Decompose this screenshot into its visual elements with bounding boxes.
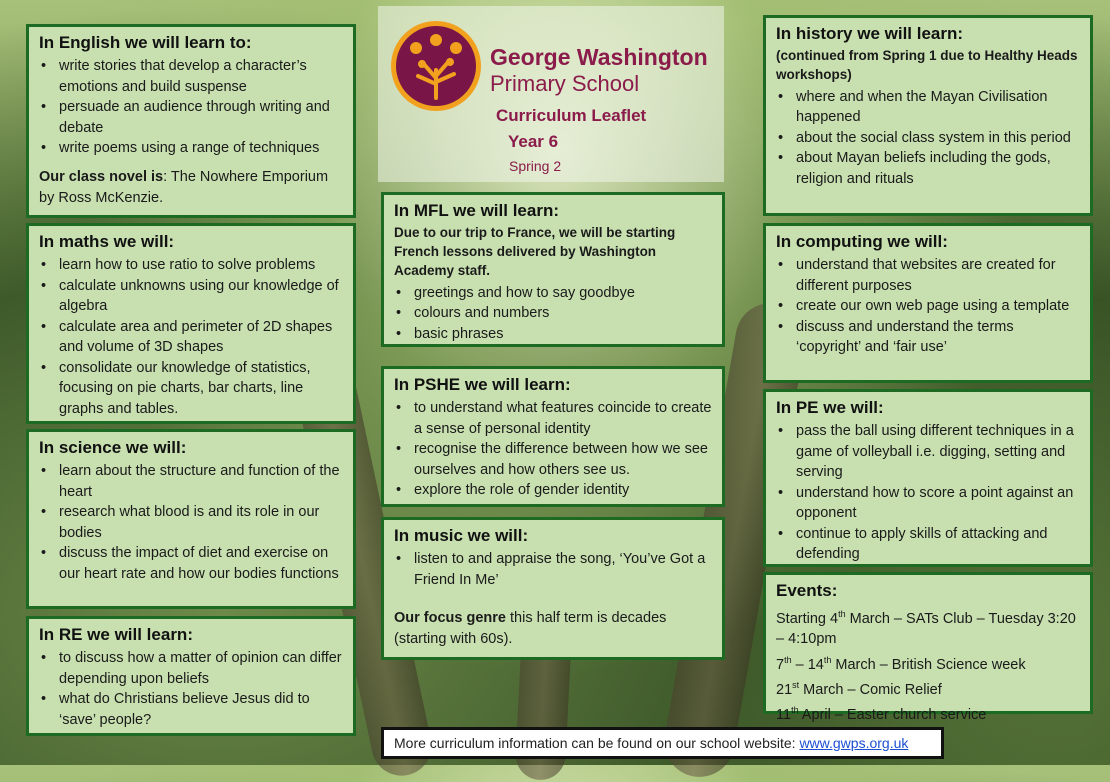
event-text: – 14	[791, 656, 824, 673]
list-item: • greetings and how to say goodbye	[414, 283, 712, 304]
class-novel-text: : The Nowhere Emporium by Ross McKenzie.	[39, 168, 329, 206]
class-novel	[39, 167, 343, 209]
list-item: • discuss and understand the terms ‘copyright’ and ‘fair use’	[796, 317, 1080, 358]
list-item: • continue to apply skills of attacking and defending	[796, 524, 1080, 565]
event-item	[776, 604, 1080, 650]
school-name-line1: George Washington	[490, 44, 708, 70]
list-item: • understand that websites are created for different purposes	[796, 255, 1080, 296]
music-title: In music we will:	[394, 526, 529, 545]
list-item: • basic phrases	[414, 324, 712, 345]
event-text: 21	[776, 681, 793, 698]
list-item: • write stories that develop a character’s emotions and build suspense	[59, 56, 343, 97]
list-item: • create our own web page using a template	[796, 296, 1080, 317]
event-text: March – SATs Club – Tuesday 3:20 – 4:10pm	[776, 610, 1076, 648]
english-panel	[26, 24, 356, 218]
school-name-line2: Primary School	[490, 71, 640, 96]
event-sup: st	[792, 680, 800, 691]
history-list	[776, 87, 1080, 190]
pshe-panel	[381, 366, 725, 507]
school-name	[490, 44, 708, 97]
class-novel-label: Our class novel is	[39, 168, 164, 185]
re-panel	[26, 616, 356, 736]
list-item: • what do Christians believe Jesus did to ‘save’ people?	[59, 689, 343, 730]
science-list	[39, 461, 343, 584]
list-item: • discuss the impact of diet and exercise on our heart rate and how our bodies functions	[59, 543, 343, 584]
list-item: • learn about the structure and function of the heart	[59, 461, 343, 502]
list-item: • calculate area and perimeter of 2D shapes and volume of 3D shapes	[59, 317, 343, 358]
list-item: • to understand what features coincide to create a sense of personal identity	[414, 398, 712, 439]
re-list	[39, 648, 343, 730]
event-text: Starting 4	[776, 610, 839, 627]
event-text: March – British Science week	[831, 656, 1026, 673]
computing-panel	[763, 223, 1093, 383]
english-list	[39, 56, 343, 159]
event-sup: th	[791, 705, 799, 716]
event-text: 11	[776, 707, 792, 724]
focus-genre-text: this half term is decades (starting with 60s).	[394, 610, 667, 647]
list-item: • learn how to use ratio to solve problems	[59, 255, 343, 276]
events-panel	[763, 572, 1093, 724]
history-panel	[763, 15, 1093, 216]
history-subtitle: (continued from Spring 1 due to Healthy Heads workshops)	[776, 48, 1078, 82]
footer-banner	[381, 727, 944, 759]
focus-genre-label: Our focus genre	[394, 610, 506, 626]
event-sup: th	[838, 609, 846, 619]
year-label: Year 6	[508, 132, 559, 151]
event-text: 7	[776, 656, 785, 673]
leaflet-title: Curriculum Leaflet	[496, 106, 647, 125]
mfl-title: In MFL we will learn:	[394, 201, 559, 220]
music-panel	[381, 517, 725, 660]
mfl-panel	[381, 192, 725, 347]
list-item: • colours and numbers	[414, 303, 712, 324]
list-item: • calculate unknowns using our knowledge of algebra	[59, 276, 343, 317]
event-item	[776, 700, 1080, 725]
events-list	[776, 604, 1080, 726]
event-text: March – Comic Relief	[799, 681, 942, 698]
list-item: • about the social class system in this period	[796, 128, 1080, 149]
list-item: • where and when the Mayan Civilisation happened	[796, 87, 1080, 128]
history-title: In history we will learn:	[776, 24, 964, 43]
computing-list	[776, 255, 1080, 358]
events-title: Events:	[776, 581, 838, 600]
science-title: In science we will:	[39, 438, 187, 457]
mfl-subtitle: Due to our trip to France, we will be starting French lessons delivered by Washington Academy staff.	[394, 225, 676, 278]
event-sup: th	[784, 654, 792, 665]
list-item: • pass the ball using different techniques in a game of volleyball i.e. digging, setting and serving	[796, 421, 1080, 483]
event-item	[776, 675, 1080, 700]
science-panel	[26, 429, 356, 609]
term-label: Spring 2	[509, 158, 562, 174]
school-logo-icon	[388, 18, 484, 114]
list-item: • write poems using a range of techniques	[59, 138, 343, 159]
maths-panel	[26, 223, 356, 424]
list-item: • to discuss how a matter of opinion can differ depending upon beliefs	[59, 648, 343, 689]
list-item: • research what blood is and its role in our bodies	[59, 502, 343, 543]
event-text: April – Easter church service	[798, 707, 987, 724]
english-title: In English we will learn to:	[39, 33, 252, 52]
event-item	[776, 650, 1080, 675]
list-item: • explore the role of gender identity	[414, 480, 712, 501]
maths-title: In maths we will:	[39, 232, 175, 251]
computing-title: In computing we will:	[776, 232, 948, 251]
focus-genre	[394, 608, 712, 650]
event-sup: th	[823, 654, 832, 665]
school-website-link[interactable]: www.gwps.org.uk	[799, 735, 909, 751]
list-item: • about Mayan beliefs including the gods, religion and rituals	[796, 148, 1080, 189]
list-item: • consolidate our knowledge of statistics, focusing on pie charts, bar charts, line graphs and tables.	[59, 358, 343, 420]
footer-text: More curriculum information can be found on our school website:	[394, 735, 800, 751]
pshe-list	[394, 398, 712, 501]
maths-list	[39, 255, 343, 419]
list-item: • recognise the difference between how we see ourselves and how others see us.	[414, 439, 712, 480]
list-item: • listen to and appraise the song, ‘You’ve Got a Friend In Me’	[414, 549, 712, 590]
list-item: • persuade an audience through writing and debate	[59, 97, 343, 138]
school-header	[378, 6, 724, 182]
re-title: In RE we will learn:	[39, 625, 193, 644]
pe-panel	[763, 389, 1093, 567]
music-list	[394, 549, 712, 590]
pe-list	[776, 421, 1080, 565]
list-item: • understand how to score a point against an opponent	[796, 483, 1080, 524]
pe-title: In PE we will:	[776, 398, 884, 417]
mfl-list	[394, 283, 712, 345]
pshe-title: In PSHE we will learn:	[394, 375, 571, 394]
